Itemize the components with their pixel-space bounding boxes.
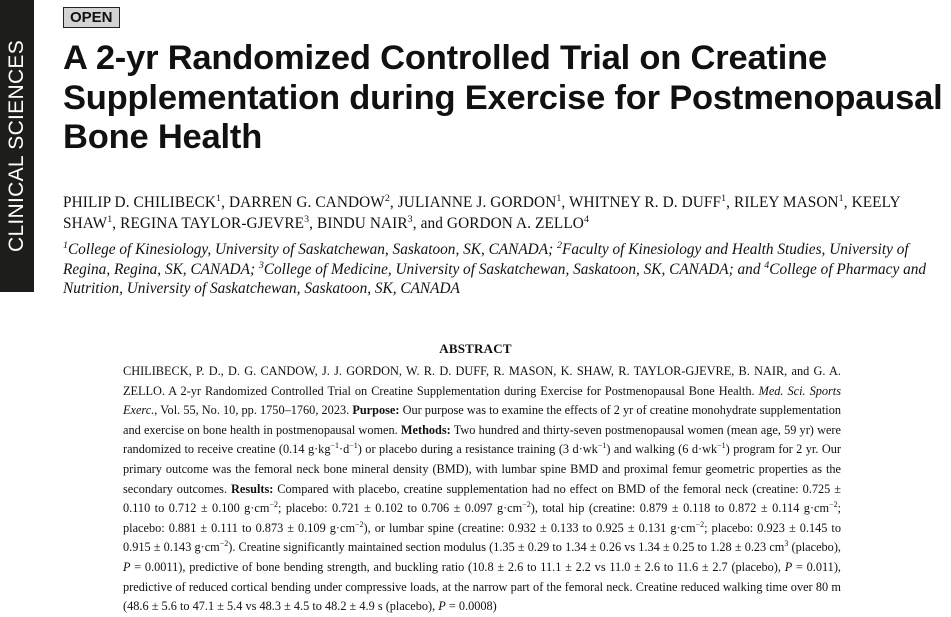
abstract-superscript: −2 — [269, 500, 278, 510]
abstract-superscript: −2 — [695, 519, 705, 529]
author-name: PHILIP D. CHILIBECK — [63, 194, 217, 211]
abstract-superscript: −2 — [829, 500, 838, 510]
author-name: BINDU NAIR — [317, 215, 408, 232]
abstract-text: (placebo), — [788, 540, 842, 555]
affiliation-number: 4 — [764, 259, 770, 271]
abstract-text: Our purpose was to examine the effects of 2 yr of creatine monohydrate supplementation and exercise on bone health in postmenopausal women. — [123, 403, 841, 437]
abstract-superscript: −2 — [355, 519, 364, 529]
author-affiliation-mark: 1 — [216, 192, 222, 204]
author-affiliation-mark: 1 — [107, 213, 113, 225]
abstract-text: Two hundred and thirty-seven postmenopausal women (mean age, 59 yr) were randomized to receive creatine (0.14 g·kg — [123, 422, 841, 457]
author-affiliation-mark: 2 — [384, 192, 390, 204]
affiliation-list — [63, 240, 943, 299]
abstract-superscript: −1 — [349, 441, 358, 451]
abstract-text: P — [438, 599, 446, 614]
author-name: REGINA TAYLOR-GJEVRE — [120, 215, 305, 232]
article-title: A 2-yr Randomized Controlled Trial on Creatine Supplementation during Exercise for Postmenopausal Bone Health — [63, 39, 943, 156]
abstract-text: ) program for 2 yr. Our primary outcome was the femoral neck bone mineral density (BMD), with lumbar spine BMD and proximal femur geometric properties as the secondary outcomes. — [123, 442, 841, 496]
abstract-text: P — [784, 559, 793, 574]
abstract-text: Med. Sci. Sports Exerc. — [123, 383, 842, 418]
author-affiliation-mark: 3 — [407, 213, 413, 225]
abstract-text: ·d — [338, 442, 350, 457]
affiliation-number: 3 — [258, 259, 264, 271]
abstract-text: = 0.011), predictive of reduced cortical bending under compressive loads, at the narrow part of the femoral neck. Creatine reduced walking time over 80 m (48.6 ± 5.6 to 47.1 ± 5.4 vs 48.3 ± 4.5 to 48.2 ± 4.9 s (placebo), — [123, 559, 841, 614]
abstract-text: P — [123, 559, 131, 574]
abstract-superscript: −2 — [219, 539, 229, 549]
abstract-text: ; placebo: 0.881 ± 0.111 to 0.873 ± 0.109 g·cm — [123, 501, 841, 535]
author-affiliation-mark: 3 — [304, 213, 310, 225]
open-access-badge: OPEN — [63, 7, 120, 28]
abstract-body — [123, 362, 841, 617]
abstract-text: , Vol. 55, No. 10, pp. 1750–1760, 2023. — [154, 403, 353, 418]
affiliation-text: Faculty of Kinesiology and Health Studies, University of Regina, Regina, SK, CANADA; — [63, 241, 909, 278]
abstract-superscript: −1 — [717, 441, 726, 451]
abstract-text: CHILIBECK, P. D., D. G. CANDOW, J. J. GORDON, W. R. D. DUFF, R. MASON, K. SHAW, R. TAYLOR-GJEVRE, B. NAIR, and G. A. ZELLO. A 2-yr Randomized Controlled Trial on Creatine Supplementation during Exercise for Postmenopausal Bone Health. — [123, 364, 841, 398]
abstract-superscript: −1 — [597, 441, 607, 451]
abstract-superscript: −1 — [330, 441, 339, 451]
abstract-text: ), total hip (creatine: 0.879 ± 0.118 to 0.872 ± 0.114 g·cm — [530, 501, 830, 516]
abstract-text: ; placebo: 0.923 ± 0.145 to 0.915 ± 0.143 g·cm — [123, 520, 841, 555]
abstract-text: ; placebo: 0.721 ± 0.102 to 0.706 ± 0.097 g·cm — [277, 501, 523, 516]
abstract-superscript: −2 — [522, 500, 531, 510]
affiliation-number: 1 — [63, 239, 68, 251]
abstract-heading: ABSTRACT — [439, 341, 512, 356]
abstract-superscript: 3 — [784, 539, 789, 549]
abstract-text: ) or placebo during a resistance training (3 d·wk — [357, 442, 598, 457]
author-name: GORDON A. ZELLO — [446, 215, 584, 232]
author-name: DARREN G. CANDOW — [228, 194, 385, 211]
abstract-section-label: Purpose: — [352, 403, 400, 418]
abstract-text: = 0.0008) — [445, 599, 497, 614]
abstract-text: ) and walking (6 d·wk — [606, 442, 718, 457]
author-list: PHILIP D. CHILIBECK$^1$, DARREN G. CANDOW$^2$, JULIANNE J. GORDON$^1$, WHITNEY R. D. DUFF$^1$, RILEY MASON$^1$, KEELY SHAW$^1$, REGINA TAYLOR-GJEVRE$^3$, BINDU NAIR$^3$, and GORDON A. ZELLO$^4$ — [63, 192, 901, 232]
affiliation-text: College of Pharmacy and Nutrition, University of Saskatchewan, Saskatoon, SK, CANADA — [63, 260, 927, 297]
author-affiliation-mark: 1 — [721, 192, 727, 204]
abstract-text: Compared with placebo, creatine supplementation had no effect on BMD of the femoral neck (creatine: 0.725 ± 0.110 to 0.712 ± 0.100 g·cm — [123, 481, 841, 516]
abstract-section-label: Methods: — [400, 422, 451, 437]
abstract-text: ), or lumbar spine (creatine: 0.932 ± 0.133 to 0.925 ± 0.131 g·cm — [363, 520, 696, 535]
author-name: KEELY SHAW — [63, 194, 901, 232]
author-affiliation-mark: 1 — [556, 192, 562, 204]
author-affiliation-mark: 1 — [838, 192, 844, 204]
abstract-text: ). Creatine significantly maintained section modulus (1.35 ± 0.29 to 1.34 ± 0.26 vs 1.34 ± 0.25 to 1.28 ± 0.23 cm — [228, 540, 785, 555]
author-name: RILEY MASON — [734, 194, 839, 211]
affiliation-number: 2 — [557, 239, 562, 251]
author-name: WHITNEY R. D. DUFF — [569, 194, 722, 211]
section-tab-label: CLINICAL SCIENCES — [5, 39, 28, 253]
abstract-text: = 0.0011), predictive of bone bending strength, and buckling ratio (10.8 ± 2.6 to 11.1 ± 2.2 vs 11.0 ± 2.6 to 11.6 ± 2.7 (placebo), — [130, 559, 785, 574]
affiliation-text: College of Kinesiology, University of Saskatchewan, Saskatoon, SK, CANADA; — [67, 241, 557, 258]
author-affiliation-mark: 4 — [583, 213, 590, 225]
author-name: JULIANNE J. GORDON — [397, 194, 557, 211]
affiliation-text: College of Medicine, University of Saskatchewan, Saskatoon, SK, CANADA; and — [263, 260, 765, 278]
abstract-section-label: Results: — [230, 481, 274, 496]
section-tab — [0, 0, 34, 292]
